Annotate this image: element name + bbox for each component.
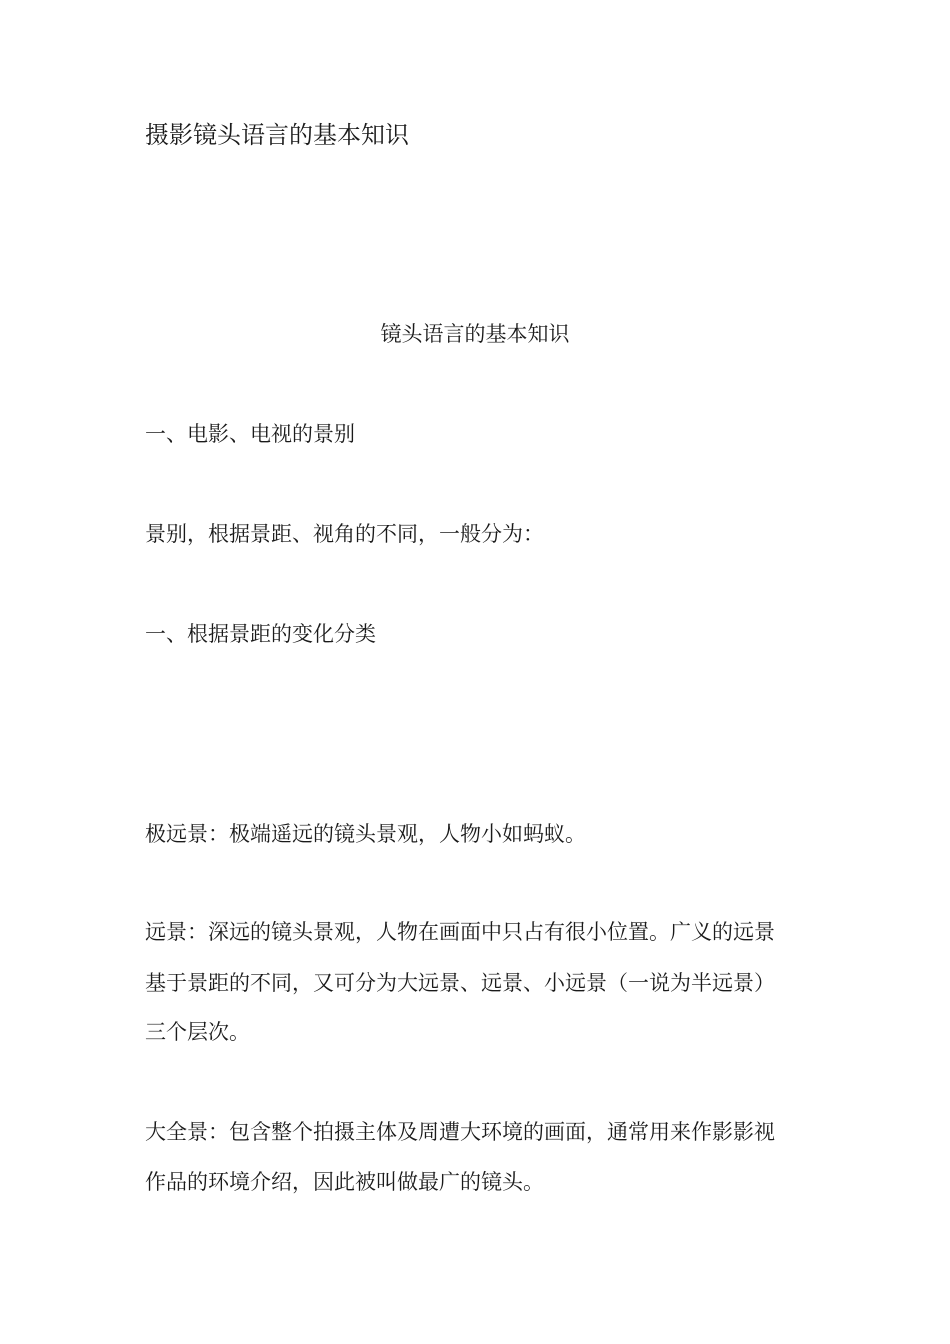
intro-paragraph: 景别，根据景距、视角的不同，一般分为： [145, 522, 544, 546]
paragraph-long-shot-line-3: 三个层次。 [145, 1020, 250, 1044]
section-heading: 镜头语言的基本知识 [380, 322, 570, 346]
paragraph-long-shot-line-2: 基于景距的不同，又可分为大远景、远景、小远景（一说为半远景） [145, 971, 775, 995]
paragraph-long-shot-line-1: 远景：深远的镜头景观，人物在画面中只占有很小位置。广义的远景 [145, 920, 775, 944]
paragraph-extreme-long-shot: 极远景：极端遥远的镜头景观，人物小如蚂蚁。 [145, 822, 586, 846]
subsection-heading: 一、根据景距的变化分类 [145, 622, 376, 646]
paragraph-full-shot-line-2: 作品的环境介绍，因此被叫做最广的镜头。 [145, 1170, 544, 1194]
paragraph-full-shot-line-1: 大全景：包含整个拍摄主体及周遭大环境的画面，通常用来作影影视 [145, 1120, 775, 1144]
document-title: 摄影镜头语言的基本知识 [145, 121, 409, 149]
chapter-heading: 一、电影、电视的景别 [145, 422, 355, 446]
